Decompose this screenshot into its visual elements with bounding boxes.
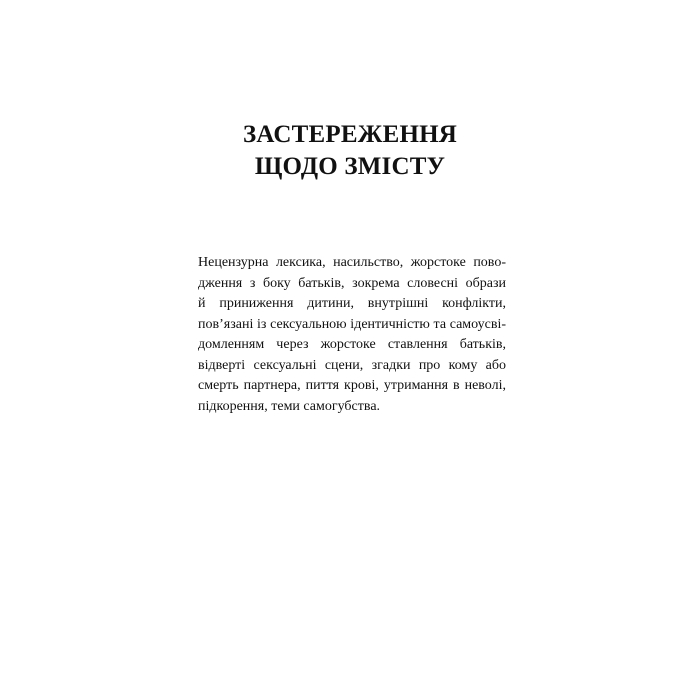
title-line-2: ЩОДО ЗМІСТУ	[254, 153, 446, 180]
paragraph-line-7: смерть партнера, пиття крові, утримання в неволі,	[198, 378, 506, 393]
paragraph-line-3: й приниження дитини, внутрішні конфлікти,	[198, 296, 506, 311]
paragraph-line-4: пов’язані із сексуальною ідентичністю та самоусві-	[198, 316, 506, 332]
content-warning-paragraph	[198, 253, 506, 417]
paragraph-line-6: відверті сексуальні сцени, згадки про кому або	[198, 357, 506, 373]
paragraph-line-5: домленням через жорстоке ставлення батьків,	[198, 337, 506, 352]
title-line-1: ЗАСТЕРЕЖЕННЯ	[242, 121, 458, 148]
paragraph-line-2: дження з боку батьків, зокрема словесні образи	[198, 275, 506, 291]
paragraph-line-1: Нецензурна лексика, насильство, жорстоке пово-	[198, 255, 506, 270]
page-title	[150, 119, 550, 183]
paragraph-line-8: підкорення, теми самогубства.	[198, 398, 381, 414]
